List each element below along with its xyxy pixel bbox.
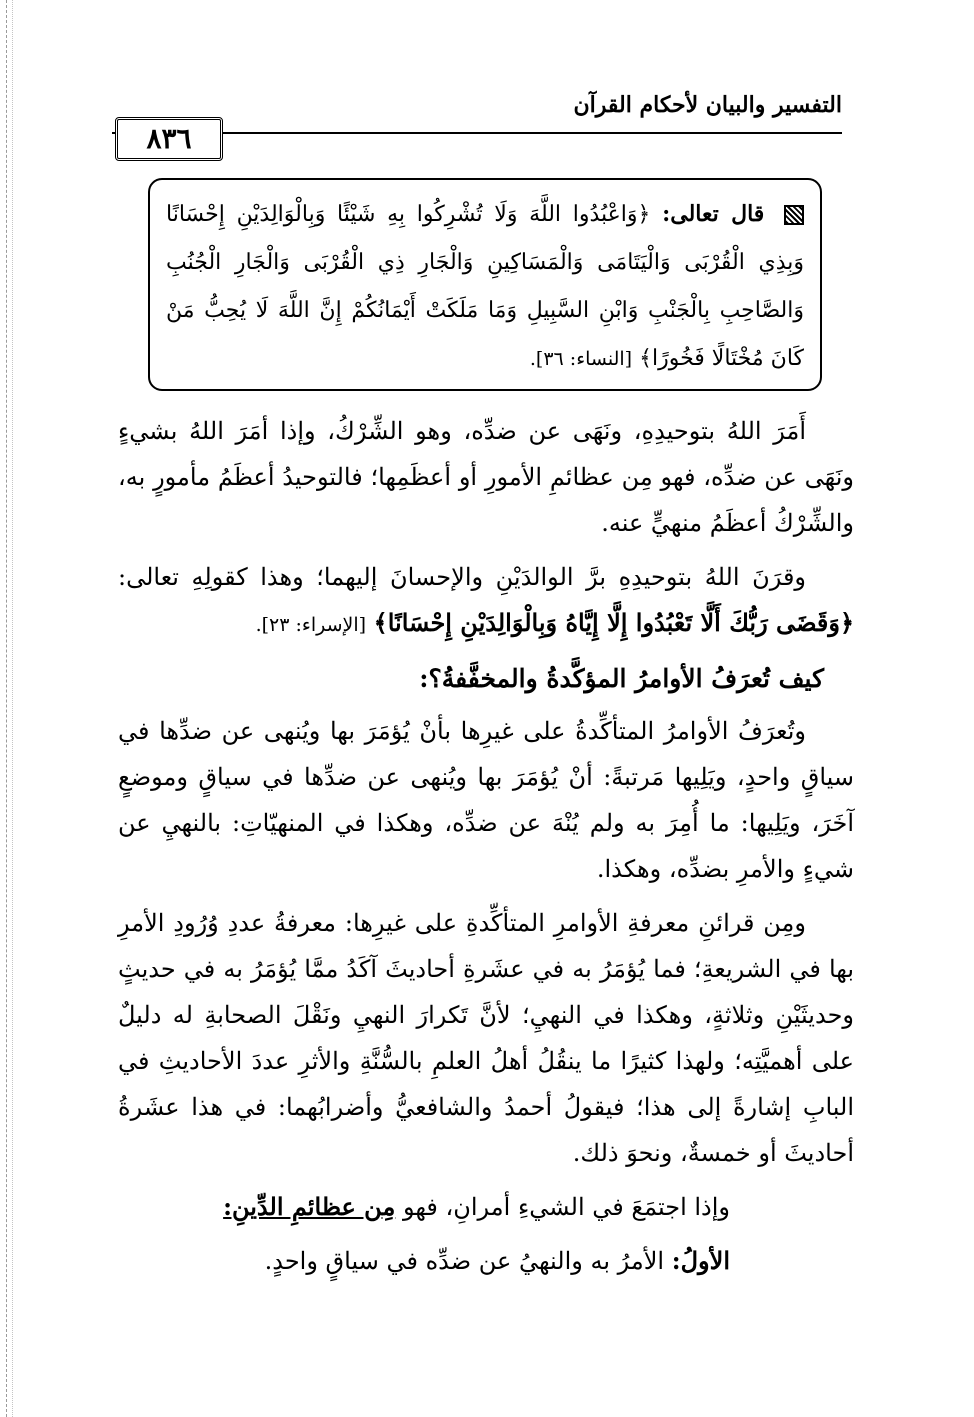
paragraph bbox=[118, 1184, 854, 1230]
paragraph bbox=[118, 554, 854, 648]
verse-text: ﴿وَاعْبُدُوا اللَّهَ وَلَا تُشْرِكُوا بِهِ شَيْئًا وَبِالْوَالِدَيْنِ إِحْسَانًا وَبِذِي الْقُرْبَى وَالْيَتَامَى وَالْمَسَاكِينِ وَالْجَارِ ذِي الْقُرْبَى وَالْجَارِ الْجُنُبِ وَالصَّاحِبِ بِالْجَنْبِ وَابْنِ السَّبِيلِ وَمَا مَلَكَتْ أَيْمَانُكُمْ إِنَّ اللَّهَ لَا يُحِبُّ مَنْ كَانَ مُخْتَالًا فَخُورًا﴾ bbox=[166, 202, 804, 371]
paragraph-text: وقرَنَ اللهُ بتوحيدِهِ برَّ الوالدَيْنِ والإحسانَ إليهما؛ وهذا كقولِهِ تعالى: bbox=[118, 563, 807, 591]
paragraph: أَمَرَ اللهُ بتوحيدِهِ، ونَهَى عن ضدِّه، وهو الشِّرْكُ، وإذا أمَرَ اللهُ بشيءٍ ونَهَى عن ضدِّه، فهو مِن عظائمِ الأمورِ أو أعظَمِها؛ فالتوحيدُ أعظَمُ مأمورٍ به، والشِّرْكُ أعظَمُ منهيٍّ عنه. bbox=[118, 417, 854, 537]
verse-intro: قال تعالى: bbox=[662, 201, 765, 227]
list-label: الأولُ: bbox=[671, 1246, 730, 1275]
page-number: ٨٣٦ bbox=[115, 117, 223, 161]
scan-edge-line bbox=[6, 0, 7, 1417]
paragraph-text: الأمرُ به والنهيُ عن ضدِّه في سياقٍ واحدٍ. bbox=[264, 1247, 665, 1275]
quran-verse-box bbox=[148, 178, 822, 391]
scan-edge-line bbox=[12, 0, 13, 1417]
paragraph-text: وإذا اجتمَعَ في الشيءِ أمرانِ، فهو bbox=[402, 1193, 730, 1221]
verse-reference: [النساء: ٣٦]. bbox=[529, 348, 633, 370]
main-text bbox=[118, 408, 854, 1292]
paragraph bbox=[118, 1238, 854, 1284]
emphasis-text: مِن عظائمِ الدِّينِ: bbox=[223, 1192, 396, 1221]
ornament-icon bbox=[784, 205, 804, 225]
paragraph: وتُعرَفُ الأوامرُ المتأكِّدةُ على غيرِها بأنْ يُؤمَرَ بها ويُنهى عن ضدِّها في سياقٍ واحدٍ، ويَلِيها مَرتبةً: أنْ يُؤمَرَ بها ويُنهى عن ضدِّها في سياقٍ وموضعٍ آخَرَ، ويَلِيها: ما أُمِرَ به ولم يُنْهَ عن ضدِّه، وهكذا في المنهيّاتِ: بالنهيِ عن شيءٍ والأمرِ بضدِّه، وهكذا. bbox=[118, 717, 854, 883]
section-heading: كيف تُعرَفُ الأوامرُ المؤكَّدةُ والمخفَّفةُ؟: bbox=[419, 664, 824, 693]
paragraph: ومِن قرائنِ معرفةِ الأوامرِ المتأكِّدةِ على غيرِها: معرفةُ عددِ وُرُودِ الأمرِ بها في الشريعةِ؛ فما يُؤمَرُ به في عشَرةِ أحاديثَ آكَدُ ممَّا يُؤمَرُ به في حديثٍ وحديثَيْنِ وثلاثةٍ، وهكذا في النهيِ؛ لأنَّ تَكرارَ النهيِ ونَقْلَ الصحابةِ له دليلٌ على أهميَّتِه؛ ولهذا كثيرًا ما ينقُلُ أهلُ العلمِ بالسُّنَّةِ والأثرِ عددَ الأحاديثِ في البابِ إشارةً إلى هذا؛ فيقولُ أحمدُ والشافعيُّ وأضرابُهما: في هذا عشَرةُ أحاديثَ أو خمسةٌ، ونحوَ ذلك. bbox=[118, 909, 854, 1167]
running-header-title: التفسير والبيان لأحكام القرآن bbox=[573, 92, 842, 118]
verse-reference: [الإسراء: ٢٣]. bbox=[255, 614, 367, 636]
quoted-verse: ﴿وَقَضَى رَبُّكَ أَلَّا تَعْبُدُوا إِلَّا إِيَّاهُ وَبِالْوَالِدَيْنِ إِحْسَانًا﴾ bbox=[373, 608, 854, 637]
